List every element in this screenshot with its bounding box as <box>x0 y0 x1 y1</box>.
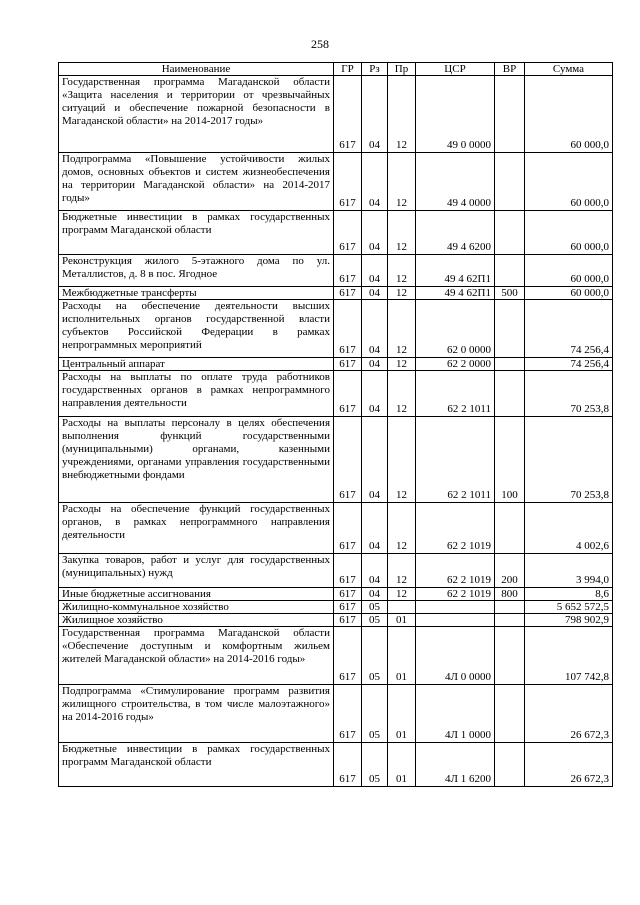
row-gr: 617 <box>334 255 362 287</box>
row-sum: 74 256,4 <box>525 358 613 371</box>
row-pr: 01 <box>388 614 416 627</box>
row-csr: 49 0 0000 <box>416 76 495 153</box>
row-gr: 617 <box>334 503 362 554</box>
row-csr: 4Л 1 6200 <box>416 743 495 787</box>
row-pr: 12 <box>388 211 416 255</box>
row-pr <box>388 601 416 614</box>
row-pr: 12 <box>388 300 416 358</box>
row-sum: 70 253,8 <box>525 417 613 503</box>
row-rz: 04 <box>362 417 388 503</box>
row-vr <box>495 300 525 358</box>
row-gr: 617 <box>334 685 362 743</box>
row-pr: 12 <box>388 554 416 588</box>
row-rz: 04 <box>362 255 388 287</box>
row-sum: 26 672,3 <box>525 685 613 743</box>
header-csr: ЦСР <box>416 63 495 76</box>
row-pr: 12 <box>388 503 416 554</box>
table-header-row <box>59 63 613 76</box>
row-vr <box>495 503 525 554</box>
row-sum: 60 000,0 <box>525 255 613 287</box>
row-rz: 04 <box>362 358 388 371</box>
row-name: Государственная программа Магаданской области «Обеспечение доступным и комфортным жильем жителей Магаданской области» на 2014-2016 годы» <box>59 627 334 685</box>
row-gr: 617 <box>334 300 362 358</box>
row-pr: 01 <box>388 627 416 685</box>
budget-table <box>58 62 613 787</box>
table-row <box>59 358 613 371</box>
page-number: 258 <box>311 37 329 51</box>
table-row <box>59 614 613 627</box>
row-csr: 49 4 0000 <box>416 153 495 211</box>
row-vr <box>495 211 525 255</box>
row-sum: 26 672,3 <box>525 743 613 787</box>
row-vr <box>495 743 525 787</box>
row-gr: 617 <box>334 743 362 787</box>
row-pr: 12 <box>388 371 416 417</box>
table-row <box>59 627 613 685</box>
row-sum: 107 742,8 <box>525 627 613 685</box>
row-sum: 798 902,9 <box>525 614 613 627</box>
table-row <box>59 211 613 255</box>
row-pr: 01 <box>388 743 416 787</box>
row-name: Подпрограмма «Повышение устойчивости жилых домов, основных объектов и систем жизнеобеспечения на территории Магаданской области» на 2014-2017 годы» <box>59 153 334 211</box>
row-gr: 617 <box>334 588 362 601</box>
row-vr <box>495 255 525 287</box>
row-vr <box>495 358 525 371</box>
table-row <box>59 417 613 503</box>
row-rz: 04 <box>362 153 388 211</box>
row-vr <box>495 627 525 685</box>
row-pr: 01 <box>388 685 416 743</box>
row-sum: 70 253,8 <box>525 371 613 417</box>
row-sum: 4 002,6 <box>525 503 613 554</box>
row-name: Жилищно-коммунальное хозяйство <box>59 601 334 614</box>
row-rz: 04 <box>362 503 388 554</box>
table-row <box>59 287 613 300</box>
table-row <box>59 76 613 153</box>
row-name: Жилищное хозяйство <box>59 614 334 627</box>
row-sum: 60 000,0 <box>525 153 613 211</box>
row-rz: 04 <box>362 211 388 255</box>
row-vr: 200 <box>495 554 525 588</box>
table-row <box>59 588 613 601</box>
row-sum: 74 256,4 <box>525 300 613 358</box>
row-rz: 04 <box>362 554 388 588</box>
row-gr: 617 <box>334 554 362 588</box>
header-name: Наименование <box>59 63 334 76</box>
row-vr <box>495 371 525 417</box>
row-vr <box>495 614 525 627</box>
row-name: Расходы на обеспечение функций государственных органов, в рамках непрограммного направления деятельности <box>59 503 334 554</box>
row-gr: 617 <box>334 287 362 300</box>
row-vr: 100 <box>495 417 525 503</box>
row-gr: 617 <box>334 371 362 417</box>
row-vr <box>495 153 525 211</box>
row-rz: 05 <box>362 614 388 627</box>
row-gr: 617 <box>334 153 362 211</box>
row-pr: 12 <box>388 153 416 211</box>
row-gr: 617 <box>334 211 362 255</box>
row-sum: 60 000,0 <box>525 211 613 255</box>
row-csr <box>416 601 495 614</box>
row-rz: 04 <box>362 588 388 601</box>
table-row <box>59 300 613 358</box>
header-pr: Пр <box>388 63 416 76</box>
row-name: Подпрограмма «Стимулирование программ развития жилищного строительства, в том числе малоэтажного» на 2014-2016 годы» <box>59 685 334 743</box>
row-csr: 4Л 0 0000 <box>416 627 495 685</box>
row-rz: 05 <box>362 685 388 743</box>
row-csr: 49 4 6200 <box>416 211 495 255</box>
row-csr: 4Л 1 0000 <box>416 685 495 743</box>
row-sum: 5 652 572,5 <box>525 601 613 614</box>
table-row <box>59 255 613 287</box>
row-csr: 62 2 1011 <box>416 417 495 503</box>
row-name: Центральный аппарат <box>59 358 334 371</box>
row-gr: 617 <box>334 601 362 614</box>
row-vr: 500 <box>495 287 525 300</box>
row-rz: 05 <box>362 743 388 787</box>
header-gr: ГР <box>334 63 362 76</box>
table-row <box>59 685 613 743</box>
header-sum: Сумма <box>525 63 613 76</box>
row-name: Расходы на обеспечение деятельности высших исполнительных органов государственной власти субъектов Российской Федерации в рамках непрограммных мероприятий <box>59 300 334 358</box>
row-name: Закупка товаров, работ и услуг для государственных (муниципальных) нужд <box>59 554 334 588</box>
row-pr: 12 <box>388 287 416 300</box>
row-rz: 04 <box>362 287 388 300</box>
table-row <box>59 554 613 588</box>
row-name: Реконструкция жилого 5-этажного дома по ул. Металлистов, д. 8 в пос. Ягодное <box>59 255 334 287</box>
row-gr: 617 <box>334 358 362 371</box>
row-gr: 617 <box>334 417 362 503</box>
row-rz: 05 <box>362 627 388 685</box>
row-csr: 62 0 0000 <box>416 300 495 358</box>
row-pr: 12 <box>388 255 416 287</box>
row-csr: 62 2 1011 <box>416 371 495 417</box>
row-vr <box>495 601 525 614</box>
header-rz: Рз <box>362 63 388 76</box>
row-rz: 04 <box>362 371 388 417</box>
row-pr: 12 <box>388 358 416 371</box>
row-rz: 04 <box>362 76 388 153</box>
row-name: Бюджетные инвестиции в рамках государственных программ Магаданской области <box>59 211 334 255</box>
row-rz: 04 <box>362 300 388 358</box>
row-sum: 8,6 <box>525 588 613 601</box>
row-gr: 617 <box>334 614 362 627</box>
row-name: Бюджетные инвестиции в рамках государственных программ Магаданской области <box>59 743 334 787</box>
table-row <box>59 153 613 211</box>
row-csr <box>416 614 495 627</box>
table-row <box>59 503 613 554</box>
row-rz: 05 <box>362 601 388 614</box>
row-pr: 12 <box>388 588 416 601</box>
table-row <box>59 371 613 417</box>
table-row <box>59 601 613 614</box>
row-name: Иные бюджетные ассигнования <box>59 588 334 601</box>
row-name: Межбюджетные трансферты <box>59 287 334 300</box>
row-vr <box>495 685 525 743</box>
row-csr: 49 4 62П1 <box>416 287 495 300</box>
row-csr: 62 2 1019 <box>416 588 495 601</box>
row-vr <box>495 76 525 153</box>
row-csr: 49 4 62П1 <box>416 255 495 287</box>
row-gr: 617 <box>334 627 362 685</box>
row-name: Расходы на выплаты по оплате труда работников государственных органов в рамках непрограммного направления деятельности <box>59 371 334 417</box>
row-csr: 62 2 0000 <box>416 358 495 371</box>
row-csr: 62 2 1019 <box>416 554 495 588</box>
row-name: Государственная программа Магаданской области «Защита населения и территории от чрезвычайных ситуаций и обеспечение пожарной безопасности в Магаданской области» на 2014-2017 годы» <box>59 76 334 153</box>
row-sum: 60 000,0 <box>525 287 613 300</box>
row-pr: 12 <box>388 76 416 153</box>
row-csr: 62 2 1019 <box>416 503 495 554</box>
row-sum: 60 000,0 <box>525 76 613 153</box>
row-pr: 12 <box>388 417 416 503</box>
row-name: Расходы на выплаты персоналу в целях обеспечения выполнения функций государственными (муниципальными) органами, казенными учреждениями, органами управления государственными внебюджетными фондами <box>59 417 334 503</box>
header-vr: ВР <box>495 63 525 76</box>
table-row <box>59 743 613 787</box>
row-gr: 617 <box>334 76 362 153</box>
row-vr: 800 <box>495 588 525 601</box>
row-sum: 3 994,0 <box>525 554 613 588</box>
